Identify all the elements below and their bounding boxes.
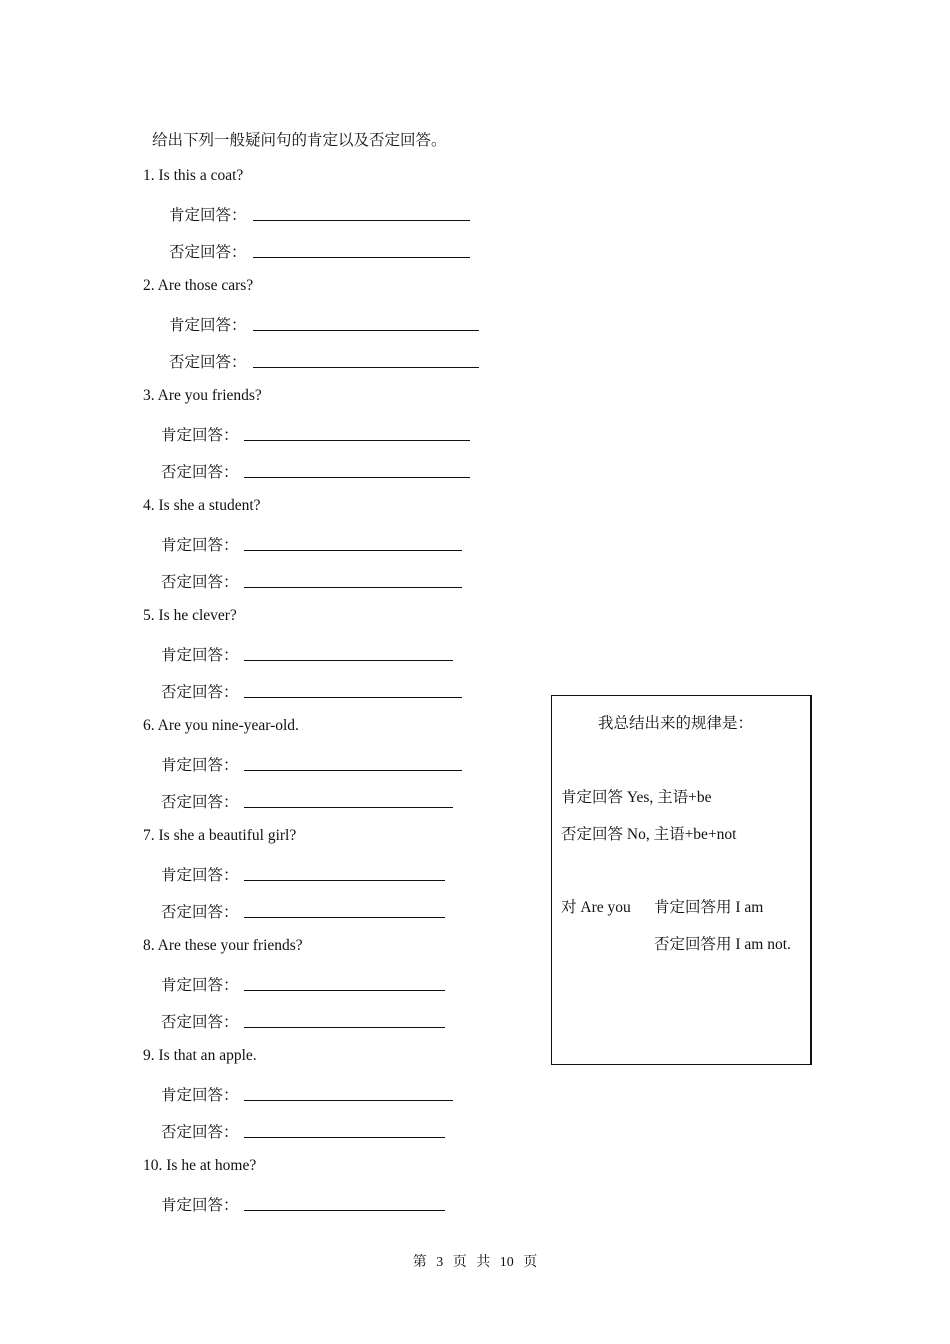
question-4: 4. Is she a student? [143, 497, 261, 514]
negative-label: 否定回答： [169, 244, 247, 261]
negative-blank[interactable] [244, 1027, 445, 1028]
negative-blank[interactable] [244, 587, 462, 588]
question-6: 6. Are you nine-year-old. [143, 717, 299, 734]
question-8: 8. Are these your friends? [143, 937, 303, 954]
instruction: 给出下列一般疑问句的肯定以及否定回答。 [152, 132, 447, 149]
positive-label: 肯定回答： [161, 647, 239, 664]
positive-label: 肯定回答： [169, 317, 247, 334]
negative-label: 否定回答： [161, 1124, 239, 1141]
positive-label: 肯定回答： [161, 757, 239, 774]
negative-label: 否定回答： [161, 574, 239, 591]
rule-box-title: 我总结出来的规律是： [598, 715, 754, 732]
positive-blank[interactable] [244, 550, 462, 551]
positive-blank[interactable] [253, 330, 479, 331]
negative-blank[interactable] [244, 807, 453, 808]
question-10: 10. Is he at home? [143, 1157, 257, 1174]
rule-are-you-negative: 否定回答用 I am not. [654, 936, 791, 953]
question-7: 7. Is she a beautiful girl? [143, 827, 297, 844]
positive-blank[interactable] [244, 1100, 453, 1101]
negative-blank[interactable] [244, 917, 445, 918]
question-2: 2. Are those cars? [143, 277, 254, 294]
question-3: 3. Are you friends? [143, 387, 262, 404]
rule-are-you: 对 Are you [561, 899, 631, 916]
positive-blank[interactable] [244, 770, 462, 771]
negative-blank[interactable] [253, 367, 479, 368]
rule-negative: 否定回答 No, 主语+be+not [561, 826, 737, 843]
question-9: 9. Is that an apple. [143, 1047, 257, 1064]
positive-blank[interactable] [244, 1210, 445, 1211]
rule-box [551, 695, 811, 1065]
positive-label: 肯定回答： [169, 207, 247, 224]
negative-blank[interactable] [244, 1137, 445, 1138]
positive-label: 肯定回答： [161, 867, 239, 884]
negative-label: 否定回答： [169, 354, 247, 371]
question-1: 1. Is this a coat? [143, 167, 244, 184]
negative-blank[interactable] [244, 697, 462, 698]
negative-label: 否定回答： [161, 464, 239, 481]
question-5: 5. Is he clever? [143, 607, 237, 624]
negative-label: 否定回答： [161, 904, 239, 921]
positive-label: 肯定回答： [161, 537, 239, 554]
positive-label: 肯定回答： [161, 1197, 239, 1214]
rule-positive: 肯定回答 Yes, 主语+be [561, 789, 712, 806]
positive-label: 肯定回答： [161, 977, 239, 994]
positive-label: 肯定回答： [161, 427, 239, 444]
positive-blank[interactable] [244, 990, 445, 991]
positive-blank[interactable] [244, 440, 470, 441]
negative-blank[interactable] [253, 257, 470, 258]
positive-blank[interactable] [244, 880, 445, 881]
rule-are-you-positive: 肯定回答用 I am [654, 899, 764, 916]
positive-blank[interactable] [253, 220, 470, 221]
positive-label: 肯定回答： [161, 1087, 239, 1104]
negative-label: 否定回答： [161, 794, 239, 811]
negative-label: 否定回答： [161, 1014, 239, 1031]
page-number: 第 3 页 共 10 页 [412, 1255, 538, 1270]
positive-blank[interactable] [244, 660, 453, 661]
rule-box-double-border [811, 695, 812, 1065]
negative-label: 否定回答： [161, 684, 239, 701]
negative-blank[interactable] [244, 477, 470, 478]
